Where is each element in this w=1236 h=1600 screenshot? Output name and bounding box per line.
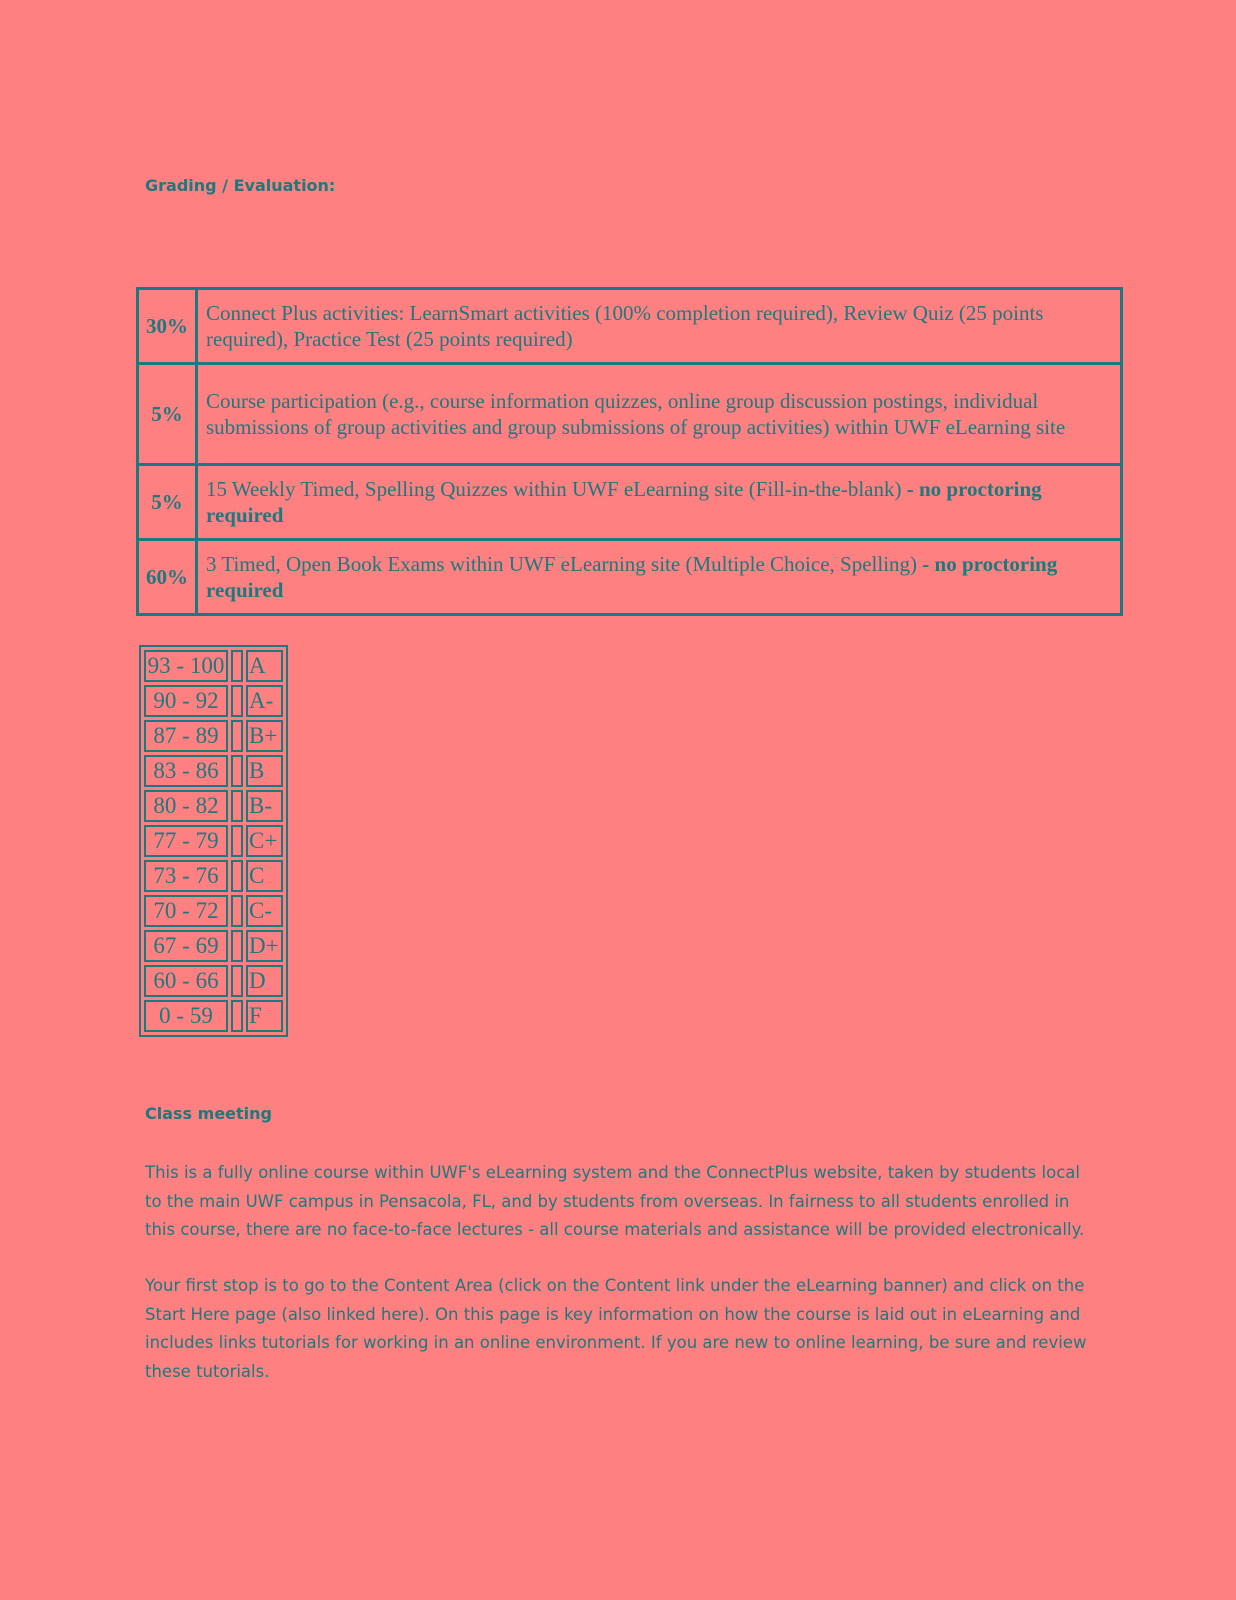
scale-letter: A <box>246 650 283 682</box>
scale-row <box>144 650 283 682</box>
scale-spacer <box>231 895 243 927</box>
scale-letter: C <box>246 860 283 892</box>
grade-scale-table <box>139 645 288 1037</box>
scale-range: 70 - 72 <box>144 895 228 927</box>
scale-spacer <box>231 755 243 787</box>
weight-note: - no proctoring required <box>206 477 1042 527</box>
scale-letter: B- <box>246 790 283 822</box>
scale-row <box>144 1000 283 1032</box>
weight-description <box>197 540 1122 615</box>
scale-range: 67 - 69 <box>144 930 228 962</box>
grading-heading: Grading / Evaluation: <box>145 176 336 195</box>
scale-row <box>144 825 283 857</box>
scale-range: 0 - 59 <box>144 1000 228 1032</box>
scale-row <box>144 860 283 892</box>
scale-range: 80 - 82 <box>144 790 228 822</box>
weight-percent: 5% <box>138 364 197 465</box>
class-meeting-paragraph-1: This is a fully online course within UWF's eLearning system and the ConnectPlus website, taken by students local to the main UWF campus in Pensacola, FL, and by students from overseas. In fairness to all students enrolled in this course, there are no face-to-face lectures - all course materials and assistance will be provided electronically. <box>145 1163 1085 1239</box>
class-meeting-paragraph-2: Your first stop is to go to the Content Area (click on the Content link under the eLearning banner) and click on the Start Here page (also linked here). On this page is key information on how the course is laid out in eLearning and includes links tutorials for working in an online environment. If you are new to online learning, be sure and review these tutorials. <box>145 1276 1087 1381</box>
scale-spacer <box>231 965 243 997</box>
weight-row <box>138 540 1122 615</box>
weight-note: - no proctoring required <box>206 552 1058 602</box>
scale-row <box>144 930 283 962</box>
class-meeting-heading: Class meeting <box>145 1104 272 1123</box>
scale-spacer <box>231 790 243 822</box>
weight-description <box>197 289 1122 364</box>
scale-range: 90 - 92 <box>144 685 228 717</box>
weight-percent: 5% <box>138 465 197 540</box>
scale-letter: D <box>246 965 283 997</box>
weight-percent: 30% <box>138 289 197 364</box>
scale-row <box>144 790 283 822</box>
weight-row <box>138 364 1122 465</box>
scale-spacer <box>231 650 243 682</box>
weight-description <box>197 364 1122 465</box>
scale-range: 87 - 89 <box>144 720 228 752</box>
scale-letter: B <box>246 755 283 787</box>
scale-spacer <box>231 720 243 752</box>
scale-letter: D+ <box>246 930 283 962</box>
grading-weights-table <box>136 287 1123 616</box>
scale-spacer <box>231 860 243 892</box>
weight-percent: 60% <box>138 540 197 615</box>
scale-range: 60 - 66 <box>144 965 228 997</box>
weight-text: Course participation (e.g., course information quizzes, online group discussion postings, individual submissions of group activities and group submissions of group activities) within UWF eLearning site <box>206 389 1066 439</box>
scale-range: 77 - 79 <box>144 825 228 857</box>
weight-description <box>197 465 1122 540</box>
scale-spacer <box>231 1000 243 1032</box>
weight-row <box>138 289 1122 364</box>
scale-letter: B+ <box>246 720 283 752</box>
scale-row <box>144 895 283 927</box>
scale-row <box>144 685 283 717</box>
scale-range: 73 - 76 <box>144 860 228 892</box>
weight-text: 15 Weekly Timed, Spelling Quizzes within UWF eLearning site (Fill-in-the-blank) <box>206 477 907 501</box>
scale-letter: A- <box>246 685 283 717</box>
scale-letter: F <box>246 1000 283 1032</box>
weight-row <box>138 465 1122 540</box>
weight-text: 3 Timed, Open Book Exams within UWF eLearning site (Multiple Choice, Spelling) <box>206 552 923 576</box>
scale-letter: C+ <box>246 825 283 857</box>
scale-row <box>144 755 283 787</box>
scale-row <box>144 720 283 752</box>
scale-spacer <box>231 930 243 962</box>
weight-text: Connect Plus activities: LearnSmart activities (100% completion required), Review Quiz (25 points required), Practice Test (25 points required) <box>206 301 1044 351</box>
scale-spacer <box>231 685 243 717</box>
scale-row <box>144 965 283 997</box>
scale-spacer <box>231 825 243 857</box>
scale-range: 93 - 100 <box>144 650 228 682</box>
scale-range: 83 - 86 <box>144 755 228 787</box>
scale-letter: C- <box>246 895 283 927</box>
